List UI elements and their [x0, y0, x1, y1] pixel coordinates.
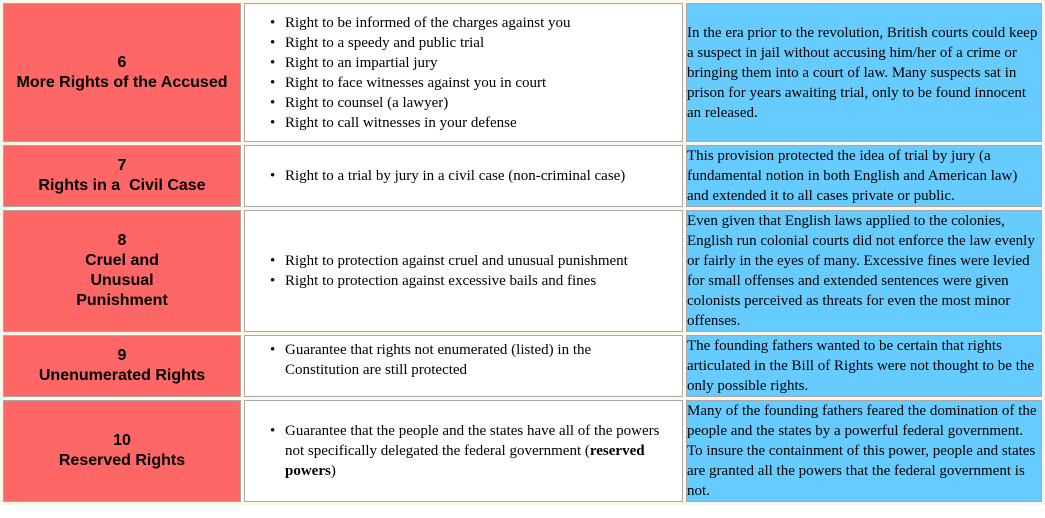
description-cell: The founding fathers wanted to be certain that rights articulated in the Bill of Rights were not thought to be the only possible rights.	[686, 335, 1042, 397]
list-item: • Right to face witnesses against you in court	[285, 73, 682, 93]
amendment-number-cell	[3, 3, 241, 142]
table-row	[3, 145, 1042, 207]
amendment-title: Rights in a Civil Case	[38, 177, 206, 194]
rights-list	[245, 340, 682, 380]
amendment-number-cell	[3, 145, 241, 207]
rights-cell	[244, 145, 683, 207]
amendment-title: Reserved Rights	[58, 452, 186, 469]
table-row	[3, 3, 1042, 142]
amendment-number: 9	[117, 347, 127, 364]
rights-list	[245, 421, 682, 481]
list-item: • Right to counsel (a lawyer)	[285, 93, 682, 113]
amendment-number: 10	[113, 432, 131, 449]
amendment-number-cell	[3, 210, 241, 332]
amendment-title: More Rights of the Accused	[16, 73, 228, 91]
description-cell: This provision protected the idea of trial by jury (a fundamental notion in both English and American law) and extended it to all cases private or public.	[686, 145, 1042, 207]
amendment-number: 6	[117, 53, 127, 71]
rights-cell	[244, 3, 683, 142]
amendment-title: Unenumerated Rights	[38, 367, 206, 384]
list-item: • Guarantee that the people and the states have all of the powers not specifically delegated the federal government (reserved powers)	[285, 421, 682, 481]
list-item: • Right to an impartial jury	[285, 53, 682, 73]
list-item: • Right to call witnesses in your defense	[285, 113, 682, 133]
list-item-text: Guarantee that the people and the states have all of the powers not specifically delegated the federal government	[285, 423, 660, 459]
table-row	[3, 335, 1042, 397]
amendment-number-cell	[3, 400, 241, 502]
description-cell: Many of the founding fathers feared the domination of the people and the states by a powerful federal government. To insure the containment of this power, people and states are granted all the powers that the federal government is not.	[686, 400, 1042, 502]
rights-list	[245, 13, 682, 133]
reserved-powers-term: reserved powers	[285, 443, 645, 479]
list-item: • Right to be informed of the charges against you	[285, 13, 682, 33]
amendment-title: Cruel and Unusual Punishment	[76, 252, 168, 309]
rights-cell	[244, 400, 683, 502]
amendment-number: 8	[117, 232, 127, 249]
rights-list	[245, 251, 682, 291]
rights-cell	[244, 210, 683, 332]
rights-list	[245, 166, 682, 186]
list-item: • Right to protection against excessive bails and fines	[285, 271, 682, 291]
amendment-number: 7	[117, 157, 127, 174]
list-item: • Guarantee that rights not enumerated (listed) in the Constitution are still protected	[285, 340, 682, 380]
description-cell: Even given that English laws applied to the colonies, English run colonial courts did not enforce the law evenly or fairly in the eyes of many. Excessive fines were levied for small offenses and extended sentences were given colonists perceived as threats for even the most minor offenses.	[686, 210, 1042, 332]
rights-cell	[244, 335, 683, 397]
list-item: • Right to a speedy and public trial	[285, 33, 682, 53]
amendment-number-cell	[3, 335, 241, 397]
list-item: • Right to protection against cruel and unusual punishment	[285, 251, 682, 271]
table-row	[3, 400, 1042, 502]
list-item: • Right to a trial by jury in a civil case (non-criminal case)	[285, 166, 682, 186]
description-cell: In the era prior to the revolution, British courts could keep a suspect in jail without accusing him/her of a crime or bringing them into a court of law. Many suspects sat in prison for years awaiting trial, only to be found innocent an released.	[686, 3, 1042, 142]
table-row	[3, 210, 1042, 332]
